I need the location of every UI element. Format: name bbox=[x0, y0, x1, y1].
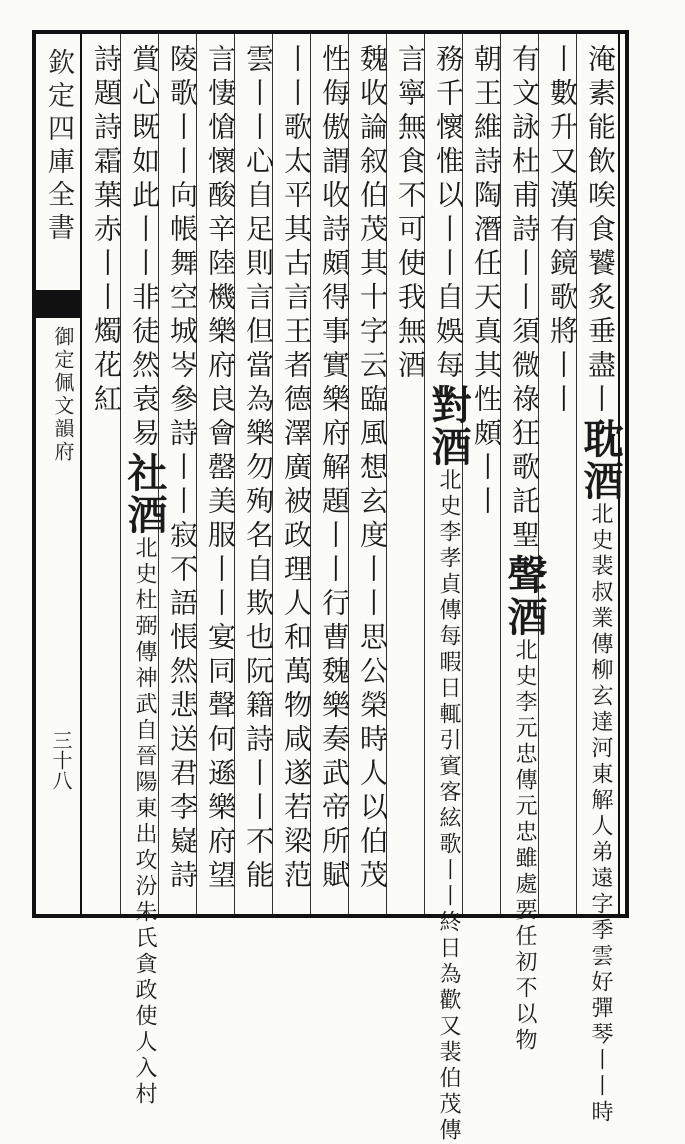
text-column-3: 有文詠杜甫詩丨丨須微祿狂歌託聖聲酒北史李元忠傳元忠雖處要任初不以物 bbox=[501, 44, 548, 1054]
text-column-6: 言寧無食不可使我無酒 bbox=[394, 44, 427, 384]
text-column-11: 言悽愴懷酸辛陸機樂府良會罄美服丨丨宴同聲何遜樂府望 bbox=[204, 44, 237, 894]
heading-duijiu: 對酒 bbox=[425, 384, 472, 468]
text-column-10: 雲丨丨心自足則言但當為樂勿殉名自欺也阮籍詩丨丨不能 bbox=[242, 44, 275, 894]
text-column-5: 務千懷惟以丨丨自娛每對酒北史李孝貞傳每暇日輒引賓客絃歌丨丨終日為歡又裴伯茂傳 bbox=[425, 44, 472, 1144]
text-column-2: 丨數升又漢有鏡歌將丨丨 bbox=[546, 44, 579, 418]
text-column-7: 魏收論叙伯茂其十字云臨風想玄度丨丨思公榮時人以伯茂 bbox=[356, 44, 389, 894]
heading-danjiu: 耽酒 bbox=[577, 418, 624, 502]
text-column-8: 性侮傲謂收詩頗得事實樂府解題丨丨行曹魏樂奏武帝所賦 bbox=[318, 44, 351, 894]
margin-title: 欽定四庫全書 bbox=[43, 48, 74, 246]
text-column-9: 丨丨歌太平其古言王者德澤廣被政理人和萬物咸遂若梁范 bbox=[280, 44, 313, 894]
heading-shengjiu: 聲酒 bbox=[501, 554, 548, 638]
text-column-1: 淹素能飲唉食饕炙垂盡丨耽酒北史裴叔業傳柳玄達河東解人弟遠字季雲好彈琴丨丨時 bbox=[577, 44, 624, 1126]
heading-shejiu: 社酒 bbox=[121, 452, 168, 536]
margin-fishtail-mark bbox=[34, 290, 80, 318]
margin-book-title: 御定佩文韻府 bbox=[51, 326, 75, 464]
text-column-13: 賞心既如此丨丨非徒然袁易社酒北史杜弼傳神武自晉陽東出攻汾朱氏貪政使人入村 bbox=[121, 44, 168, 1108]
margin-page-number: 三十八 bbox=[49, 730, 73, 790]
text-column-4: 朝王維詩陶潛任天真其性頗丨丨 bbox=[470, 44, 503, 520]
text-column-12: 陵歌丨丨向帳舞空城岑參詩丨丨寂不語悵然悲送君李嶷詩 bbox=[166, 44, 199, 894]
text-column-14: 詩題詩霜葉赤丨丨燭花紅 bbox=[90, 44, 123, 418]
